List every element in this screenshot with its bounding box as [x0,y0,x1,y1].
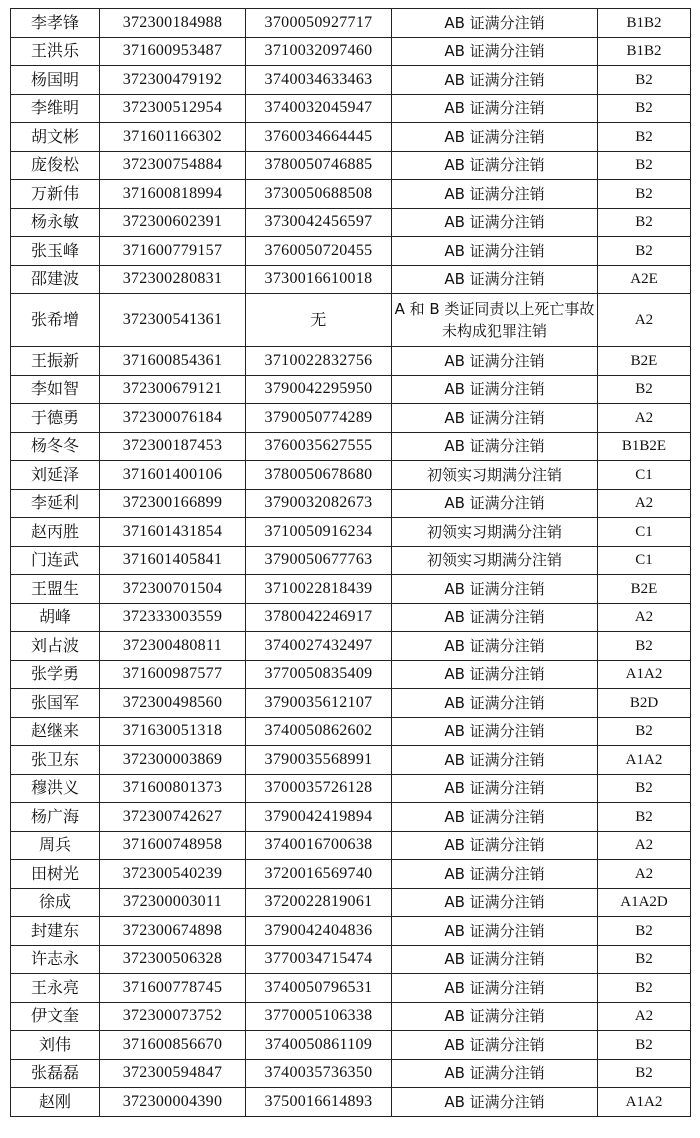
license-number-cell: 3780050746885 [246,151,392,180]
id-number-cell: 372300541361 [100,294,246,347]
license-number-cell: 3720022819061 [246,888,392,917]
id-number-cell: 372300480811 [100,632,246,661]
reason-cell: A 和 B 类证同责以上死亡事故未构成犯罪注销 [392,294,598,347]
license-number-cell: 3790050774289 [246,404,392,433]
name-cell: 邵建波 [11,265,100,294]
reason-cell: AB 证满分注销 [392,94,598,123]
table-row [11,180,691,209]
reason-cell: AB 证满分注销 [392,1002,598,1031]
license-number-cell: 3740032045947 [246,94,392,123]
license-class-cell: B2 [598,123,691,152]
name-cell: 张学勇 [11,660,100,689]
table-row [11,746,691,775]
license-number-cell: 3790042404836 [246,917,392,946]
id-number-cell: 372300187453 [100,432,246,461]
license-number-cell: 3760034664445 [246,123,392,152]
license-class-cell: A2 [598,404,691,433]
record-table-container [10,8,691,1117]
table-row [11,94,691,123]
table-row [11,123,691,152]
name-cell: 庞俊松 [11,151,100,180]
name-cell: 赵丙胜 [11,518,100,547]
id-number-cell: 372300754884 [100,151,246,180]
license-number-cell: 3710032097460 [246,37,392,66]
license-class-cell: B2 [598,803,691,832]
reason-cell: AB 证满分注销 [392,180,598,209]
table-row [11,9,691,38]
license-class-cell: B2D [598,689,691,718]
license-class-cell: A2 [598,489,691,518]
license-class-cell: B2 [598,1059,691,1088]
license-class-cell: A2 [598,1002,691,1031]
name-cell: 赵继来 [11,717,100,746]
name-cell: 杨国明 [11,66,100,95]
id-number-cell: 371601400106 [100,461,246,490]
table-body [11,9,691,1117]
license-number-cell: 3740035736350 [246,1059,392,1088]
id-number-cell: 372300076184 [100,404,246,433]
license-class-cell: C1 [598,546,691,575]
table-row [11,294,691,347]
id-number-cell: 372300594847 [100,1059,246,1088]
license-number-cell: 3700050927717 [246,9,392,38]
license-class-cell: A2 [598,831,691,860]
table-row [11,461,691,490]
name-cell: 门连武 [11,546,100,575]
license-number-cell: 3790032082673 [246,489,392,518]
reason-cell: AB 证满分注销 [392,774,598,803]
table-row [11,1031,691,1060]
id-number-cell: 371600854361 [100,347,246,376]
license-number-cell: 3740027432497 [246,632,392,661]
table-row [11,603,691,632]
license-number-cell: 3740050861109 [246,1031,392,1060]
table-row [11,660,691,689]
license-number-cell: 3740016700638 [246,831,392,860]
name-cell: 于德勇 [11,404,100,433]
license-number-cell: 3790035612107 [246,689,392,718]
table-row [11,208,691,237]
reason-cell: AB 证满分注销 [392,489,598,518]
reason-cell: AB 证满分注销 [392,746,598,775]
license-number-cell: 3790035568991 [246,746,392,775]
license-number-cell: 3700035726128 [246,774,392,803]
name-cell: 张玉峰 [11,237,100,266]
license-class-cell: B2 [598,151,691,180]
table-row [11,265,691,294]
reason-cell: AB 证满分注销 [392,945,598,974]
name-cell: 封建东 [11,917,100,946]
name-cell: 伊文奎 [11,1002,100,1031]
table-row [11,917,691,946]
table-row [11,575,691,604]
cancellation-record-table [10,8,691,1117]
id-number-cell: 371600779157 [100,237,246,266]
table-row [11,774,691,803]
license-class-cell: A2E [598,265,691,294]
table-row [11,689,691,718]
id-number-cell: 371600856670 [100,1031,246,1060]
id-number-cell: 372300479192 [100,66,246,95]
id-number-cell: 372300742627 [100,803,246,832]
license-number-cell: 3720016569740 [246,860,392,889]
license-class-cell: A2 [598,860,691,889]
id-number-cell: 372300003011 [100,888,246,917]
id-number-cell: 371600801373 [100,774,246,803]
reason-cell: AB 证满分注销 [392,237,598,266]
name-cell: 刘延泽 [11,461,100,490]
license-class-cell: A2 [598,294,691,347]
license-class-cell: B2 [598,375,691,404]
reason-cell: AB 证满分注销 [392,917,598,946]
reason-cell: AB 证满分注销 [392,151,598,180]
table-row [11,546,691,575]
license-number-cell: 3770034715474 [246,945,392,974]
license-number-cell: 3750016614893 [246,1088,392,1117]
id-number-cell: 372300184988 [100,9,246,38]
name-cell: 胡文彬 [11,123,100,152]
table-row [11,66,691,95]
table-row [11,831,691,860]
license-number-cell: 3790042295950 [246,375,392,404]
reason-cell: AB 证满分注销 [392,432,598,461]
license-number-cell: 3780050678680 [246,461,392,490]
license-class-cell: B2 [598,717,691,746]
license-class-cell: B1B2E [598,432,691,461]
name-cell: 赵刚 [11,1088,100,1117]
license-class-cell: A1A2D [598,888,691,917]
name-cell: 王盟生 [11,575,100,604]
reason-cell: AB 证满分注销 [392,265,598,294]
license-class-cell: B2 [598,945,691,974]
table-row [11,974,691,1003]
name-cell: 杨永敏 [11,208,100,237]
license-class-cell: A1A2 [598,1088,691,1117]
name-cell: 杨冬冬 [11,432,100,461]
table-row [11,375,691,404]
name-cell: 刘占波 [11,632,100,661]
id-number-cell: 372300003869 [100,746,246,775]
table-row [11,860,691,889]
id-number-cell: 371600778745 [100,974,246,1003]
name-cell: 张希增 [11,294,100,347]
license-number-cell: 3710050916234 [246,518,392,547]
license-class-cell: C1 [598,461,691,490]
reason-cell: AB 证满分注销 [392,803,598,832]
reason-cell: AB 证满分注销 [392,974,598,1003]
license-class-cell: B2 [598,632,691,661]
license-number-cell: 3780042246917 [246,603,392,632]
reason-cell: AB 证满分注销 [392,1088,598,1117]
reason-cell: 初领实习期满分注销 [392,518,598,547]
name-cell: 李延利 [11,489,100,518]
name-cell: 穆洪义 [11,774,100,803]
id-number-cell: 372300166899 [100,489,246,518]
name-cell: 周兵 [11,831,100,860]
id-number-cell: 372300506328 [100,945,246,974]
reason-cell: 初领实习期满分注销 [392,461,598,490]
name-cell: 张磊磊 [11,1059,100,1088]
license-class-cell: B1B2 [598,9,691,38]
reason-cell: AB 证满分注销 [392,37,598,66]
table-row [11,717,691,746]
license-class-cell: B2E [598,347,691,376]
license-number-cell: 3760035627555 [246,432,392,461]
license-number-cell: 3710022818439 [246,575,392,604]
table-row [11,1059,691,1088]
table-row [11,1002,691,1031]
id-number-cell: 371601405841 [100,546,246,575]
license-class-cell: B2E [598,575,691,604]
reason-cell: AB 证满分注销 [392,1059,598,1088]
license-number-cell: 3710022832756 [246,347,392,376]
reason-cell: AB 证满分注销 [392,66,598,95]
name-cell: 胡峰 [11,603,100,632]
id-number-cell: 371630051318 [100,717,246,746]
license-class-cell: B2 [598,1031,691,1060]
reason-cell: 初领实习期满分注销 [392,546,598,575]
table-row [11,945,691,974]
license-class-cell: A2 [598,603,691,632]
table-row [11,432,691,461]
reason-cell: AB 证满分注销 [392,375,598,404]
reason-cell: AB 证满分注销 [392,689,598,718]
license-number-cell: 3730050688508 [246,180,392,209]
table-row [11,37,691,66]
name-cell: 杨广海 [11,803,100,832]
id-number-cell: 371601166302 [100,123,246,152]
id-number-cell: 372333003559 [100,603,246,632]
id-number-cell: 372300602391 [100,208,246,237]
license-class-cell: A1A2 [598,660,691,689]
license-class-cell: B2 [598,917,691,946]
license-class-cell: A1A2 [598,746,691,775]
reason-cell: AB 证满分注销 [392,208,598,237]
reason-cell: AB 证满分注销 [392,123,598,152]
reason-cell: AB 证满分注销 [392,1031,598,1060]
id-number-cell: 372300073752 [100,1002,246,1031]
name-cell: 李如智 [11,375,100,404]
license-class-cell: B2 [598,974,691,1003]
license-number-cell: 3770050835409 [246,660,392,689]
id-number-cell: 372300701504 [100,575,246,604]
name-cell: 许志永 [11,945,100,974]
name-cell: 李孝锋 [11,9,100,38]
table-row [11,632,691,661]
name-cell: 王永亮 [11,974,100,1003]
license-class-cell: B2 [598,774,691,803]
license-class-cell: C1 [598,518,691,547]
reason-cell: AB 证满分注销 [392,603,598,632]
id-number-cell: 372300540239 [100,860,246,889]
license-number-cell: 3760050720455 [246,237,392,266]
id-number-cell: 371600818994 [100,180,246,209]
reason-cell: AB 证满分注销 [392,860,598,889]
name-cell: 王洪乐 [11,37,100,66]
reason-cell: AB 证满分注销 [392,660,598,689]
name-cell: 张卫东 [11,746,100,775]
license-class-cell: B2 [598,180,691,209]
name-cell: 万新伟 [11,180,100,209]
id-number-cell: 371600748958 [100,831,246,860]
name-cell: 李维明 [11,94,100,123]
reason-cell: AB 证满分注销 [392,575,598,604]
table-row [11,803,691,832]
license-number-cell: 无 [246,294,392,347]
license-number-cell: 3790042419894 [246,803,392,832]
reason-cell: AB 证满分注销 [392,831,598,860]
license-class-cell: B2 [598,94,691,123]
license-class-cell: B2 [598,66,691,95]
id-number-cell: 372300512954 [100,94,246,123]
table-row [11,888,691,917]
license-number-cell: 3730042456597 [246,208,392,237]
id-number-cell: 372300004390 [100,1088,246,1117]
id-number-cell: 371601431854 [100,518,246,547]
license-class-cell: B2 [598,208,691,237]
license-number-cell: 3790050677763 [246,546,392,575]
id-number-cell: 371600987577 [100,660,246,689]
name-cell: 徐成 [11,888,100,917]
table-row [11,151,691,180]
reason-cell: AB 证满分注销 [392,717,598,746]
reason-cell: AB 证满分注销 [392,404,598,433]
id-number-cell: 372300280831 [100,265,246,294]
table-row [11,1088,691,1117]
reason-cell: AB 证满分注销 [392,347,598,376]
table-row [11,237,691,266]
id-number-cell: 372300498560 [100,689,246,718]
reason-cell: AB 证满分注销 [392,9,598,38]
license-class-cell: B2 [598,237,691,266]
id-number-cell: 372300679121 [100,375,246,404]
table-row [11,347,691,376]
id-number-cell: 372300674898 [100,917,246,946]
license-number-cell: 3770005106338 [246,1002,392,1031]
reason-cell: AB 证满分注销 [392,888,598,917]
table-row [11,404,691,433]
license-class-cell: B1B2 [598,37,691,66]
license-number-cell: 3740050862602 [246,717,392,746]
license-number-cell: 3730016610018 [246,265,392,294]
table-row [11,518,691,547]
license-number-cell: 3740050796531 [246,974,392,1003]
name-cell: 田树光 [11,860,100,889]
reason-cell: AB 证满分注销 [392,632,598,661]
name-cell: 张国军 [11,689,100,718]
license-number-cell: 3740034633463 [246,66,392,95]
name-cell: 王振新 [11,347,100,376]
name-cell: 刘伟 [11,1031,100,1060]
table-row [11,489,691,518]
id-number-cell: 371600953487 [100,37,246,66]
